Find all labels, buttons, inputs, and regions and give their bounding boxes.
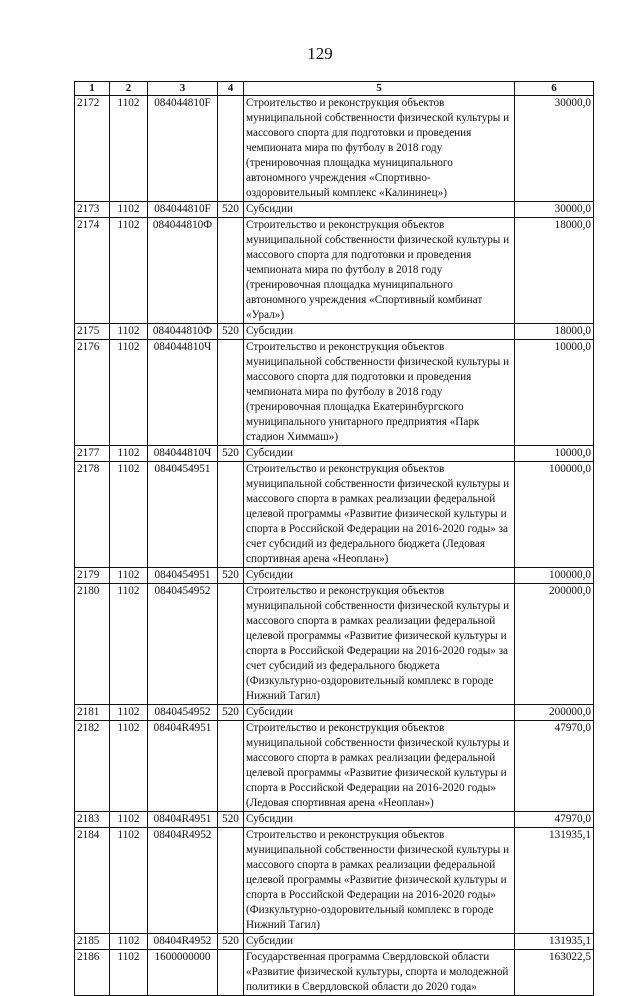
row-number-cell: 2181 [75, 705, 110, 721]
amount-cell: 200000,0 [515, 705, 594, 721]
row-number-cell: 2185 [75, 934, 110, 950]
table-row [75, 934, 594, 950]
table-row [75, 96, 594, 202]
item-name-cell: Строительство и реконструкция объектов муниципальной собственности физической культуры и массового спорта для подготовки и проведения чемпионата мира по футболу в 2018 году (тренировочная площадка Екатеринбургского муниципального унитарного предприятия «Парк стадион Химмаш») [244, 340, 515, 446]
target-article-code-cell: 084044810Ф [148, 324, 218, 340]
target-article-code-cell: 0840454951 [148, 462, 218, 568]
expense-type-code-cell: 520 [218, 568, 244, 584]
target-article-code-cell: 084044810F [148, 96, 218, 202]
section-code-cell: 1102 [110, 568, 148, 584]
section-code-cell: 1102 [110, 324, 148, 340]
section-code-cell: 1102 [110, 218, 148, 324]
amount-cell: 18000,0 [515, 218, 594, 324]
budget-table [74, 81, 594, 996]
table-header-row [75, 82, 594, 96]
target-article-code-cell: 1600000000 [148, 950, 218, 996]
target-article-code-cell: 0840454952 [148, 705, 218, 721]
amount-cell: 47970,0 [515, 812, 594, 828]
table-row [75, 218, 594, 324]
amount-cell: 100000,0 [515, 568, 594, 584]
row-number-cell: 2182 [75, 721, 110, 812]
table-row [75, 721, 594, 812]
item-name-cell: Субсидии [244, 812, 515, 828]
target-article-code-cell: 084044810Ч [148, 446, 218, 462]
item-name-cell: Строительство и реконструкция объектов муниципальной собственности физической культуры и массового спорта в рамках реализации федеральной целевой программы «Развитие физической культуры и спорта в Российской Федерации на 2016-2020 годы» за счет субсидий из федерального бюджета (Физкультурно-оздоровительный комплекс в городе Нижний Тагил) [244, 584, 515, 705]
row-number-cell: 2179 [75, 568, 110, 584]
target-article-code-cell: 084044810Ф [148, 218, 218, 324]
section-code-cell: 1102 [110, 721, 148, 812]
table-row [75, 462, 594, 568]
amount-cell: 100000,0 [515, 462, 594, 568]
row-number-cell: 2174 [75, 218, 110, 324]
section-code-cell: 1102 [110, 828, 148, 934]
target-article-code-cell: 08404R4951 [148, 812, 218, 828]
target-article-code-cell: 08404R4951 [148, 721, 218, 812]
table-row [75, 202, 594, 218]
expense-type-code-cell: 520 [218, 705, 244, 721]
row-number-cell: 2172 [75, 96, 110, 202]
row-number-cell: 2175 [75, 324, 110, 340]
item-name-cell: Субсидии [244, 202, 515, 218]
expense-type-code-cell [218, 340, 244, 446]
row-number-cell: 2177 [75, 446, 110, 462]
table-row [75, 812, 594, 828]
expense-type-code-cell: 520 [218, 812, 244, 828]
row-number-cell: 2173 [75, 202, 110, 218]
table-row [75, 584, 594, 705]
amount-cell: 30000,0 [515, 202, 594, 218]
section-code-cell: 1102 [110, 446, 148, 462]
row-number-cell: 2176 [75, 340, 110, 446]
item-name-cell: Строительство и реконструкция объектов муниципальной собственности физической культуры и массового спорта для подготовки и проведения чемпионата мира по футболу в 2018 году (тренировочная площадка муниципального автономного учреждения «Спортивный комбинат «Урал») [244, 218, 515, 324]
item-name-cell: Субсидии [244, 568, 515, 584]
item-name-cell: Строительство и реконструкция объектов муниципальной собственности физической культуры и массового спорта в рамках реализации федеральной целевой программы «Развитие физической культуры и спорта в Российской Федерации на 2016-2020 годы» за счет субсидий из федерального бюджета (Ледовая спортивная арена «Неоплан») [244, 462, 515, 568]
header-cell: 6 [515, 82, 594, 96]
section-code-cell: 1102 [110, 950, 148, 996]
section-code-cell: 1102 [110, 462, 148, 568]
header-cell: 4 [218, 82, 244, 96]
item-name-cell: Строительство и реконструкция объектов муниципальной собственности физической культуры и массового спорта для подготовки и проведения чемпионата мира по футболу в 2018 году (тренировочная площадка муниципального автономного учреждения «Спортивно-оздоровительный комплекс «Калининец») [244, 96, 515, 202]
target-article-code-cell: 0840454951 [148, 568, 218, 584]
header-cell: 2 [110, 82, 148, 96]
amount-cell: 47970,0 [515, 721, 594, 812]
item-name-cell: Государственная программа Свердловской области «Развитие физической культуры, спорта и молодежной политики в Свердловской области до 2020 года» [244, 950, 515, 996]
target-article-code-cell: 08404R4952 [148, 828, 218, 934]
expense-type-code-cell [218, 218, 244, 324]
amount-cell: 18000,0 [515, 324, 594, 340]
expense-type-code-cell: 520 [218, 324, 244, 340]
amount-cell: 30000,0 [515, 96, 594, 202]
amount-cell: 10000,0 [515, 340, 594, 446]
table-row [75, 568, 594, 584]
amount-cell: 131935,1 [515, 934, 594, 950]
section-code-cell: 1102 [110, 705, 148, 721]
expense-type-code-cell [218, 721, 244, 812]
expense-type-code-cell [218, 584, 244, 705]
expense-type-code-cell: 520 [218, 934, 244, 950]
expense-type-code-cell [218, 96, 244, 202]
header-cell: 3 [148, 82, 218, 96]
expense-type-code-cell: 520 [218, 202, 244, 218]
expense-type-code-cell [218, 950, 244, 996]
amount-cell: 163022,5 [515, 950, 594, 996]
row-number-cell: 2184 [75, 828, 110, 934]
amount-cell: 200000,0 [515, 584, 594, 705]
row-number-cell: 2183 [75, 812, 110, 828]
page-number: 129 [307, 44, 333, 63]
section-code-cell: 1102 [110, 340, 148, 446]
section-code-cell: 1102 [110, 96, 148, 202]
item-name-cell: Субсидии [244, 446, 515, 462]
item-name-cell: Субсидии [244, 934, 515, 950]
header-cell: 5 [244, 82, 515, 96]
header-cell: 1 [75, 82, 110, 96]
target-article-code-cell: 084044810F [148, 202, 218, 218]
table-row [75, 950, 594, 996]
table-row [75, 340, 594, 446]
amount-cell: 131935,1 [515, 828, 594, 934]
section-code-cell: 1102 [110, 202, 148, 218]
amount-cell: 10000,0 [515, 446, 594, 462]
table-row [75, 705, 594, 721]
expense-type-code-cell [218, 462, 244, 568]
target-article-code-cell: 0840454952 [148, 584, 218, 705]
section-code-cell: 1102 [110, 584, 148, 705]
row-number-cell: 2186 [75, 950, 110, 996]
table-body [75, 96, 594, 996]
item-name-cell: Субсидии [244, 705, 515, 721]
target-article-code-cell: 08404R4952 [148, 934, 218, 950]
row-number-cell: 2178 [75, 462, 110, 568]
table-row [75, 828, 594, 934]
row-number-cell: 2180 [75, 584, 110, 705]
item-name-cell: Строительство и реконструкция объектов муниципальной собственности физической культуры и массового спорта в рамках реализации федеральной целевой программы «Развитие физической культуры и спорта в Российской Федерации на 2016-2020 годы» (Физкультурно-оздоровительный комплекс в городе Нижний Тагил) [244, 828, 515, 934]
table-row [75, 324, 594, 340]
expense-type-code-cell [218, 828, 244, 934]
expense-type-code-cell: 520 [218, 446, 244, 462]
target-article-code-cell: 084044810Ч [148, 340, 218, 446]
item-name-cell: Субсидии [244, 324, 515, 340]
item-name-cell: Строительство и реконструкция объектов муниципальной собственности физической культуры и массового спорта в рамках реализации федеральной целевой программы «Развитие физической культуры и спорта в Российской Федерации на 2016-2020 годы» (Ледовая спортивная арена «Неоплан») [244, 721, 515, 812]
table-row [75, 446, 594, 462]
section-code-cell: 1102 [110, 812, 148, 828]
section-code-cell: 1102 [110, 934, 148, 950]
